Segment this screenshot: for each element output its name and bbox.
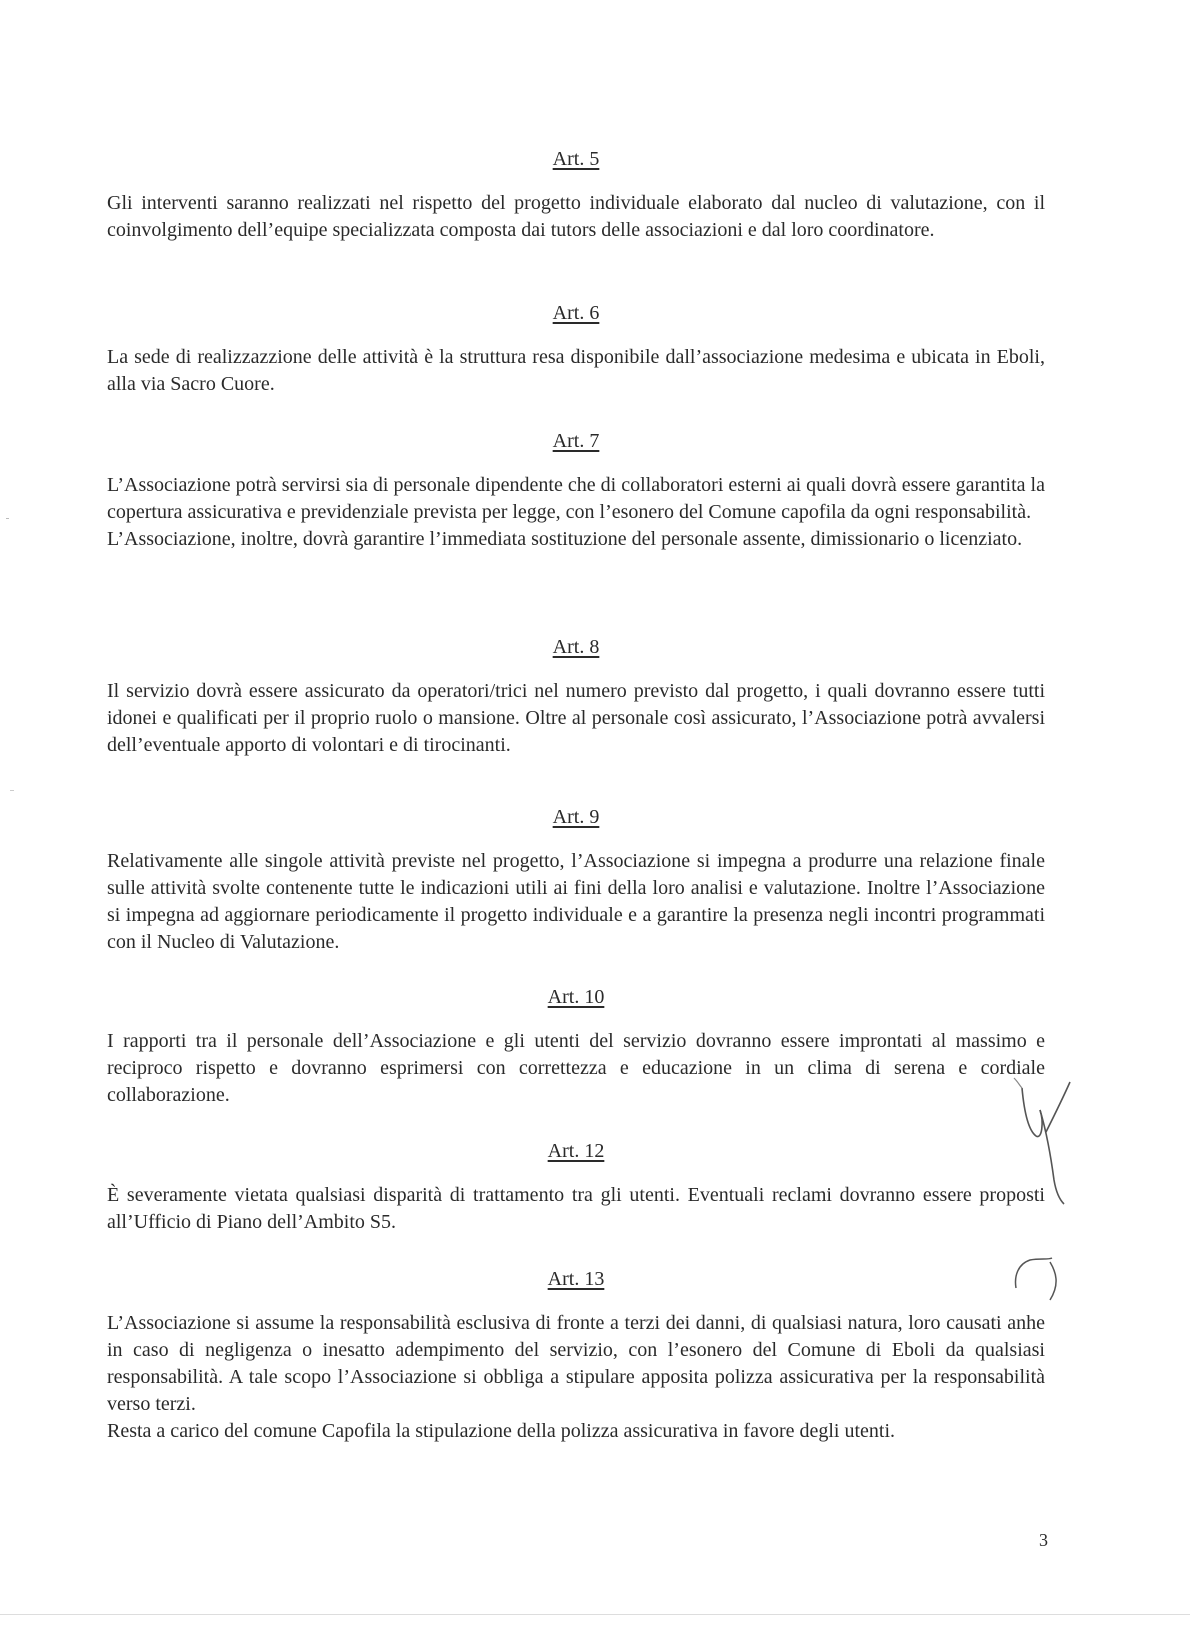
article-paragraph: L’Associazione, inoltre, dovrà garantire l’immediata sostituzione del personale assente, dimissionario o licenziato. (107, 528, 1023, 550)
article-paragraph: Gli interventi saranno realizzati nel rispetto del progetto individuale elaborato dal nucleo di valutazione, con il coinvolgimento dell’equipe specializzata composta dai tutors delle associazioni e dal loro coordinatore. (107, 192, 1045, 241)
article-heading: Art. 12 (547, 1140, 605, 1162)
article-paragraph: La sede di realizzazzione delle attività è la struttura resa disponibile dall’associazione medesima e ubicata in Eboli, alla via Sacro Cuore. (107, 346, 1045, 395)
article-9 (107, 804, 1045, 956)
article-13 (107, 1266, 1045, 1445)
handwritten-initials-mark (1010, 1070, 1080, 1210)
article-12 (107, 1138, 1045, 1236)
article-6 (107, 300, 1045, 398)
article-paragraph: Resta a carico del comune Capofila la stipulazione della polizza assicurativa in favore degli utenti. (107, 1420, 896, 1442)
article-heading: Art. 9 (552, 806, 600, 828)
article-paragraph: I rapporti tra il personale dell’Associazione e gli utenti del servizio dovranno essere improntati al massimo e reciproco rispetto e dovranno esprimersi con correttezza e educazione in un clima di serena e cordiale collaborazione. (107, 1030, 1045, 1106)
scan-artifact (10, 790, 14, 791)
article-heading: Art. 10 (547, 986, 605, 1008)
article-heading: Art. 7 (552, 430, 600, 452)
article-heading: Art. 5 (552, 148, 600, 170)
article-paragraph: Relativamente alle singole attività previste nel progetto, l’Associazione si impegna a produrre una relazione finale sulle attività svolte contenente tutte le indicazioni utili ai fini della loro analisi e valutazione. Inoltre l’Associazione si impegna ad aggiornare periodicamente il progetto individuale e a garantire la presenza negli incontri programmati con il Nucleo di Valutazione. (107, 850, 1045, 953)
article-heading: Art. 8 (552, 636, 600, 658)
article-paragraph: L’Associazione si assume la responsabilità esclusiva di fronte a terzi dei danni, di qualsiasi natura, loro causati anhe in caso di negligenza o inesatto adempimento del servizio, con l’esonero del Comune di Eboli da qualsiasi responsabilità. A tale scopo l’Associazione si obbliga a stipulare apposita polizza assicurativa per la responsabilità verso terzi. (107, 1312, 1045, 1415)
scan-artifact (0, 1614, 1190, 1615)
article-5 (107, 146, 1045, 244)
article-heading: Art. 13 (547, 1268, 605, 1290)
article-heading: Art. 6 (552, 302, 600, 324)
article-7 (107, 428, 1045, 553)
article-paragraph: Il servizio dovrà essere assicurato da operatori/trici nel numero previsto dal progetto, i quali dovranno essere tutti idonei e qualificati per il proprio ruolo o mansione. Oltre al personale così assicurato, l’Associazione potrà avvalersi dell’eventuale apporto di volontari e di tirocinanti. (107, 680, 1045, 756)
scan-artifact (6, 518, 9, 519)
article-10 (107, 984, 1045, 1109)
handwritten-bracket-mark (1010, 1248, 1070, 1308)
article-paragraph: L’Associazione potrà servirsi sia di personale dipendente che di collaboratori esterni ai quali dovrà essere garantita la copertura assicurativa e previdenziale prevista per legge, con l’esonero del Comune capofila da ogni responsabilità. (107, 474, 1045, 523)
article-8 (107, 634, 1045, 759)
page-number: 3 (1039, 1530, 1048, 1550)
article-paragraph: È severamente vietata qualsiasi disparità di trattamento tra gli utenti. Eventuali reclami dovranno essere proposti all’Ufficio di Piano dell’Ambito S5. (107, 1184, 1045, 1233)
